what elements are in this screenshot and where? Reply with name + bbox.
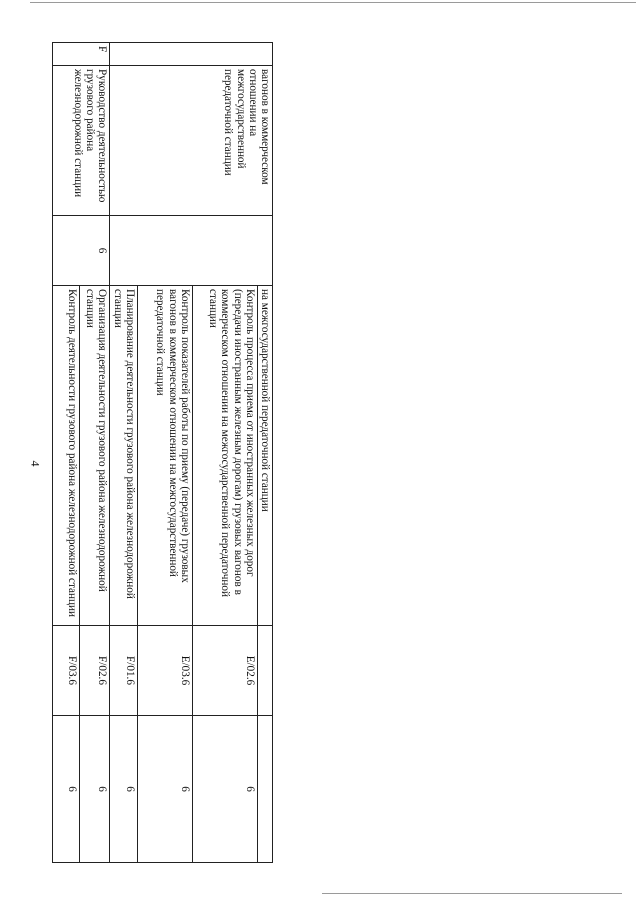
func-name-cell: вагонов в коммерческом отношении на межгосударственной передаточной станции [110,66,273,216]
item-code-cell: F/03.6 [53,626,80,716]
item-level-cell: 6 [53,716,80,863]
table-row [257,43,272,863]
top-rule [30,2,636,3]
item-code-cell [257,626,272,716]
item-code-cell: F/02.6 [80,626,110,716]
rotated-table [60,42,273,862]
func-name-cell: Руководство деятельностью грузового района железнодорожной станции [53,66,110,216]
item-name-cell: Контроль процесса приема от иностранных железных дорог (передачи иностранным железным дорогам) грузовых вагонов в коммерческом отношении на межгосударственной передаточной станции [192,286,257,626]
item-code-cell: E/02.6 [192,626,257,716]
item-level-cell: 6 [192,716,257,863]
item-level-cell [257,716,272,863]
item-level-cell: 6 [137,716,192,863]
page-number: 4 [28,460,43,467]
item-name-cell: Организация деятельности грузового района железнодорожной станции [80,286,110,626]
item-name-cell: Контроль показателей работы по приему (передаче) грузовых вагонов в коммерческом отношении на межгосударственной передаточной станции [137,286,192,626]
func-level-cell: 6 [53,216,110,286]
item-code-cell: E/03.6 [137,626,192,716]
item-name-cell: на межгосударственной передаточной станции [257,286,272,626]
rotated-table-wrapper [60,42,273,862]
item-name-cell: Контроль деятельности грузового района железнодорожной станции [53,286,80,626]
bottom-rule [322,893,622,894]
item-level-cell: 6 [110,716,137,863]
table-row [80,43,110,863]
item-code-cell: F/01.6 [110,626,137,716]
func-code-cell [110,43,273,66]
func-code-cell: F [53,43,110,66]
competency-table [52,42,273,863]
item-level-cell: 6 [80,716,110,863]
func-level-cell [110,216,273,286]
item-name-cell: Планирование деятельности грузового района железнодорожной станции [110,286,137,626]
